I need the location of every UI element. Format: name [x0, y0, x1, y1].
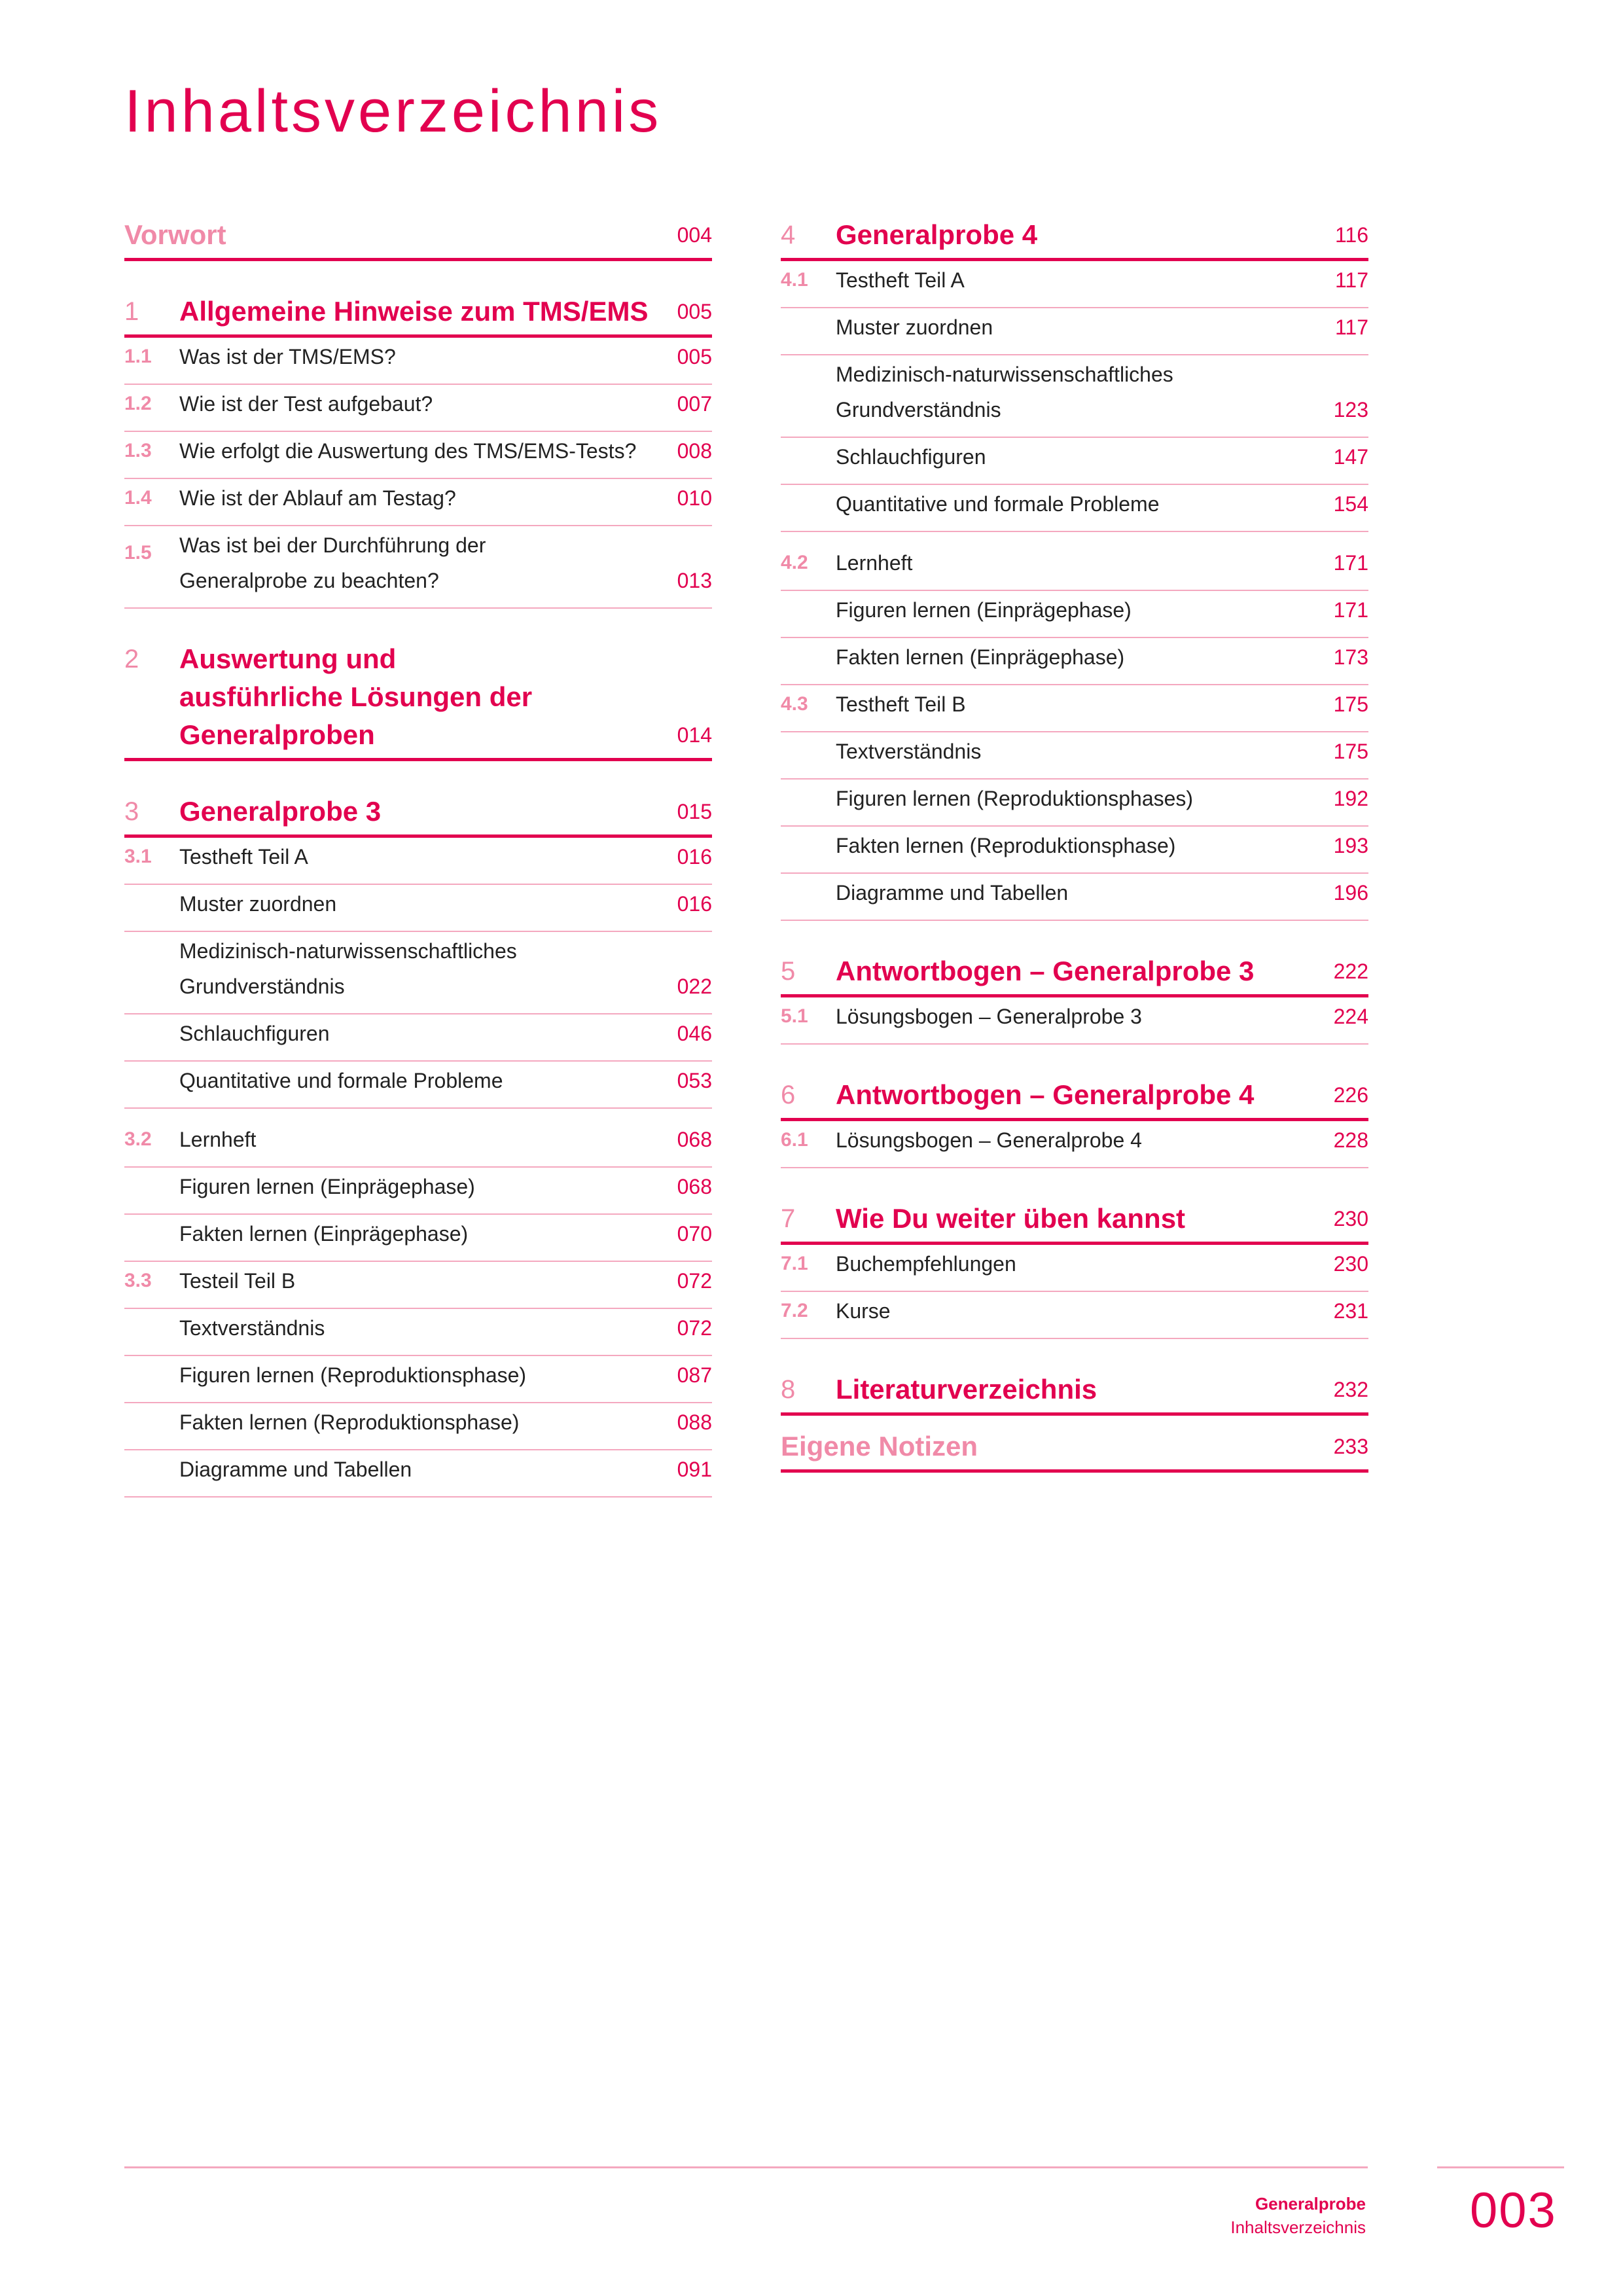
chapter-number: 6	[781, 1081, 796, 1109]
entry-page: 147	[1333, 445, 1368, 469]
entry-page: 016	[677, 845, 712, 869]
entry-number: 7.1	[781, 1253, 808, 1274]
entry-page: 171	[1333, 551, 1368, 575]
entry-label: Muster zuordnen	[836, 315, 993, 339]
chapter-number: 8	[781, 1375, 796, 1404]
entry-page: 230	[1333, 1252, 1368, 1276]
entry-page: 004	[677, 223, 712, 247]
toc-chapter-1[interactable]	[124, 293, 712, 338]
chapter-number: 1	[124, 297, 139, 326]
entry-page: 046	[677, 1022, 712, 1045]
chapter-page: 222	[1333, 960, 1368, 983]
entry-label: Diagramme und Tabellen	[836, 881, 1069, 905]
chapter-number: 5	[781, 957, 796, 986]
entry-label: Fakten lernen (Einprägephase)	[179, 1222, 469, 1246]
toc-entry[interactable]	[124, 932, 712, 1014]
entry-label: Fakten lernen (Einprägephase)	[836, 645, 1125, 669]
toc-entry[interactable]	[781, 1292, 1368, 1339]
toc-chapter-8[interactable]	[781, 1371, 1368, 1416]
toc-entry-vorwort[interactable]	[124, 216, 712, 261]
toc-entry[interactable]	[781, 1121, 1368, 1168]
entry-label: Testheft Teil B	[836, 692, 966, 716]
entry-label: Quantitative und formale Probleme	[179, 1069, 503, 1092]
entry-page: 013	[677, 569, 712, 592]
entry-label: Fakten lernen (Reproduktionsphase)	[179, 1410, 520, 1434]
entry-number: 1.5	[124, 542, 152, 564]
chapter-title: Wie Du weiter üben kannst	[836, 1203, 1186, 1234]
toc-chapter-4[interactable]	[781, 216, 1368, 261]
toc-entry[interactable]	[124, 432, 712, 479]
page-title: Inhaltsverzeichnis	[124, 78, 662, 145]
toc-entry[interactable]	[781, 308, 1368, 355]
entry-page: 091	[677, 1458, 712, 1481]
chapter-number: 3	[124, 797, 139, 826]
chapter-number: 4	[781, 221, 796, 249]
entry-number: 7.2	[781, 1300, 808, 1321]
entry-page: 008	[677, 439, 712, 463]
entry-page: 154	[1333, 492, 1368, 516]
entry-number: 4.1	[781, 269, 808, 291]
chapter-number: 7	[781, 1204, 796, 1233]
entry-number: 4.3	[781, 693, 808, 715]
entry-page: 022	[677, 975, 712, 998]
entry-label: Eigene Notizen	[781, 1431, 978, 1462]
entry-label: Figuren lernen (Einprägephase)	[836, 598, 1132, 622]
entry-page: 087	[677, 1363, 712, 1387]
chapter-page: 005	[677, 300, 712, 323]
entry-label: Textverständnis	[179, 1316, 325, 1340]
toc-entry[interactable]	[124, 338, 712, 385]
toc-left-column	[124, 216, 712, 1498]
entry-label: Quantitative und formale Probleme	[836, 492, 1160, 516]
page-number: 003	[1470, 2183, 1557, 2238]
entry-page: 196	[1333, 881, 1368, 905]
entry-page: 175	[1333, 692, 1368, 716]
entry-page: 192	[1333, 787, 1368, 810]
toc-entry[interactable]	[124, 1356, 712, 1403]
entry-page: 123	[1333, 398, 1368, 422]
entry-label: Medizinisch-naturwissenschaftliches Grundverständnis	[836, 363, 1173, 422]
entry-label: Kurse	[836, 1299, 891, 1323]
entry-label: Testheft Teil A	[836, 268, 965, 292]
chapter-title: Antwortbogen – Generalprobe 3	[836, 956, 1255, 986]
entry-number: 3.1	[124, 846, 152, 867]
toc-entry[interactable]	[124, 1121, 712, 1168]
toc-entry[interactable]	[781, 874, 1368, 921]
entry-page: 231	[1333, 1299, 1368, 1323]
toc-right-column	[781, 216, 1368, 1473]
toc-chapter-3[interactable]	[124, 793, 712, 838]
toc-entry[interactable]	[781, 732, 1368, 780]
toc-entry[interactable]	[781, 827, 1368, 874]
toc-entry[interactable]	[781, 355, 1368, 438]
chapter-title: Generalprobe 3	[179, 796, 382, 827]
entry-label: Medizinisch-naturwissenschaftliches Grundverständnis	[179, 939, 517, 998]
entry-number: 3.2	[124, 1128, 152, 1150]
toc-entry[interactable]	[124, 1215, 712, 1262]
entry-label: Lösungsbogen – Generalprobe 3	[836, 1005, 1142, 1028]
entry-label: Was ist der TMS/EMS?	[179, 345, 396, 368]
footer-section-title: Inhaltsverzeichnis	[1230, 2217, 1366, 2237]
chapter-page: 014	[677, 723, 712, 747]
entry-label: Lernheft	[179, 1128, 257, 1151]
entry-page: 005	[677, 345, 712, 368]
entry-number: 3.3	[124, 1270, 152, 1291]
entry-number: 1.4	[124, 487, 152, 509]
entry-page: 016	[677, 892, 712, 916]
entry-label: Testeil Teil B	[179, 1269, 296, 1293]
entry-label: Wie ist der Ablauf am Testag?	[179, 486, 456, 510]
toc-entry[interactable]	[124, 1062, 712, 1109]
toc-entry[interactable]	[781, 591, 1368, 638]
toc-chapter-2[interactable]	[124, 640, 712, 761]
entry-label: Testheft Teil A	[179, 845, 308, 869]
toc-entry[interactable]	[124, 1014, 712, 1062]
entry-page: 117	[1334, 315, 1368, 339]
chapter-page: 116	[1334, 223, 1368, 247]
toc-chapter-5[interactable]	[781, 952, 1368, 997]
toc-entry[interactable]	[124, 479, 712, 526]
toc-entry[interactable]	[781, 997, 1368, 1045]
chapter-page: 232	[1333, 1378, 1368, 1401]
toc-entry[interactable]	[781, 544, 1368, 591]
entry-number: 1.1	[124, 346, 152, 367]
entry-page: 175	[1333, 740, 1368, 763]
entry-page: 053	[677, 1069, 712, 1092]
toc-entry[interactable]	[124, 838, 712, 885]
entry-label: Vorwort	[124, 219, 226, 250]
toc-entry[interactable]	[781, 1245, 1368, 1292]
entry-label: Fakten lernen (Reproduktionsphase)	[836, 834, 1176, 857]
entry-label: Schlauchfiguren	[179, 1022, 330, 1045]
toc-entry[interactable]	[781, 261, 1368, 308]
chapter-page: 230	[1333, 1207, 1368, 1230]
entry-page: 171	[1333, 598, 1368, 622]
chapter-title: Auswertung und ausführliche Lösungen der Generalproben	[179, 643, 533, 750]
entry-label: Lösungsbogen – Generalprobe 4	[836, 1128, 1142, 1152]
toc-entry[interactable]	[124, 385, 712, 432]
entry-label: Schlauchfiguren	[836, 445, 986, 469]
toc-entry[interactable]	[124, 885, 712, 932]
footer-book-title: Generalprobe	[1255, 2194, 1366, 2214]
toc-entry[interactable]	[781, 485, 1368, 532]
chapter-title: Antwortbogen – Generalprobe 4	[836, 1079, 1255, 1110]
entry-number: 6.1	[781, 1129, 808, 1151]
entry-page: 193	[1333, 834, 1368, 857]
entry-label: Figuren lernen (Reproduktionsphase)	[179, 1363, 527, 1387]
entry-page: 070	[677, 1222, 712, 1246]
footer-rule	[124, 2166, 1368, 2168]
entry-number: 1.2	[124, 393, 152, 414]
entry-page: 117	[1334, 268, 1368, 292]
entry-label: Textverständnis	[836, 740, 982, 763]
entry-page: 072	[677, 1269, 712, 1293]
toc-entry[interactable]	[781, 685, 1368, 732]
entry-label: Buchempfehlungen	[836, 1252, 1016, 1276]
footer-rule-page	[1437, 2166, 1564, 2168]
entry-number: 4.2	[781, 552, 808, 573]
entry-page: 007	[677, 392, 712, 416]
toc-entry[interactable]	[124, 1168, 712, 1215]
entry-page: 233	[1333, 1435, 1368, 1458]
toc-chapter-7[interactable]	[781, 1200, 1368, 1245]
entry-page: 068	[677, 1175, 712, 1198]
toc-entry[interactable]	[124, 1450, 712, 1498]
toc-entry[interactable]	[124, 1309, 712, 1356]
entry-page: 068	[677, 1128, 712, 1151]
toc-chapter-6[interactable]	[781, 1076, 1368, 1121]
chapter-title: Literaturverzeichnis	[836, 1374, 1097, 1405]
chapter-title: Generalprobe 4	[836, 219, 1038, 250]
toc-entry[interactable]	[124, 1403, 712, 1450]
entry-page: 072	[677, 1316, 712, 1340]
toc-entry-notizen[interactable]	[781, 1427, 1368, 1473]
entry-page: 173	[1333, 645, 1368, 669]
entry-label: Lernheft	[836, 551, 913, 575]
chapter-title: Allgemeine Hinweise zum TMS/EMS	[179, 296, 649, 327]
entry-label: Figuren lernen (Reproduktionsphases)	[836, 787, 1194, 810]
entry-page: 228	[1333, 1128, 1368, 1152]
chapter-page: 226	[1333, 1083, 1368, 1107]
entry-label: Wie ist der Test aufgebaut?	[179, 392, 433, 416]
chapter-page: 015	[677, 800, 712, 823]
entry-page: 010	[677, 486, 712, 510]
entry-number: 5.1	[781, 1005, 808, 1027]
entry-label: Wie erfolgt die Auswertung des TMS/EMS-Tests?	[179, 439, 637, 463]
toc-entry[interactable]	[781, 638, 1368, 685]
entry-label: Muster zuordnen	[179, 892, 337, 916]
entry-label: Diagramme und Tabellen	[179, 1458, 412, 1481]
chapter-number: 2	[124, 645, 139, 673]
entry-label: Was ist bei der Durchführung der Generalprobe zu beachten?	[179, 533, 486, 592]
toc-entry[interactable]	[781, 438, 1368, 485]
toc-entry[interactable]	[124, 526, 712, 609]
toc-entry[interactable]	[781, 780, 1368, 827]
entry-page: 224	[1333, 1005, 1368, 1028]
entry-page: 088	[677, 1410, 712, 1434]
entry-number: 1.3	[124, 440, 152, 461]
toc-entry[interactable]	[124, 1262, 712, 1309]
entry-label: Figuren lernen (Einprägephase)	[179, 1175, 475, 1198]
